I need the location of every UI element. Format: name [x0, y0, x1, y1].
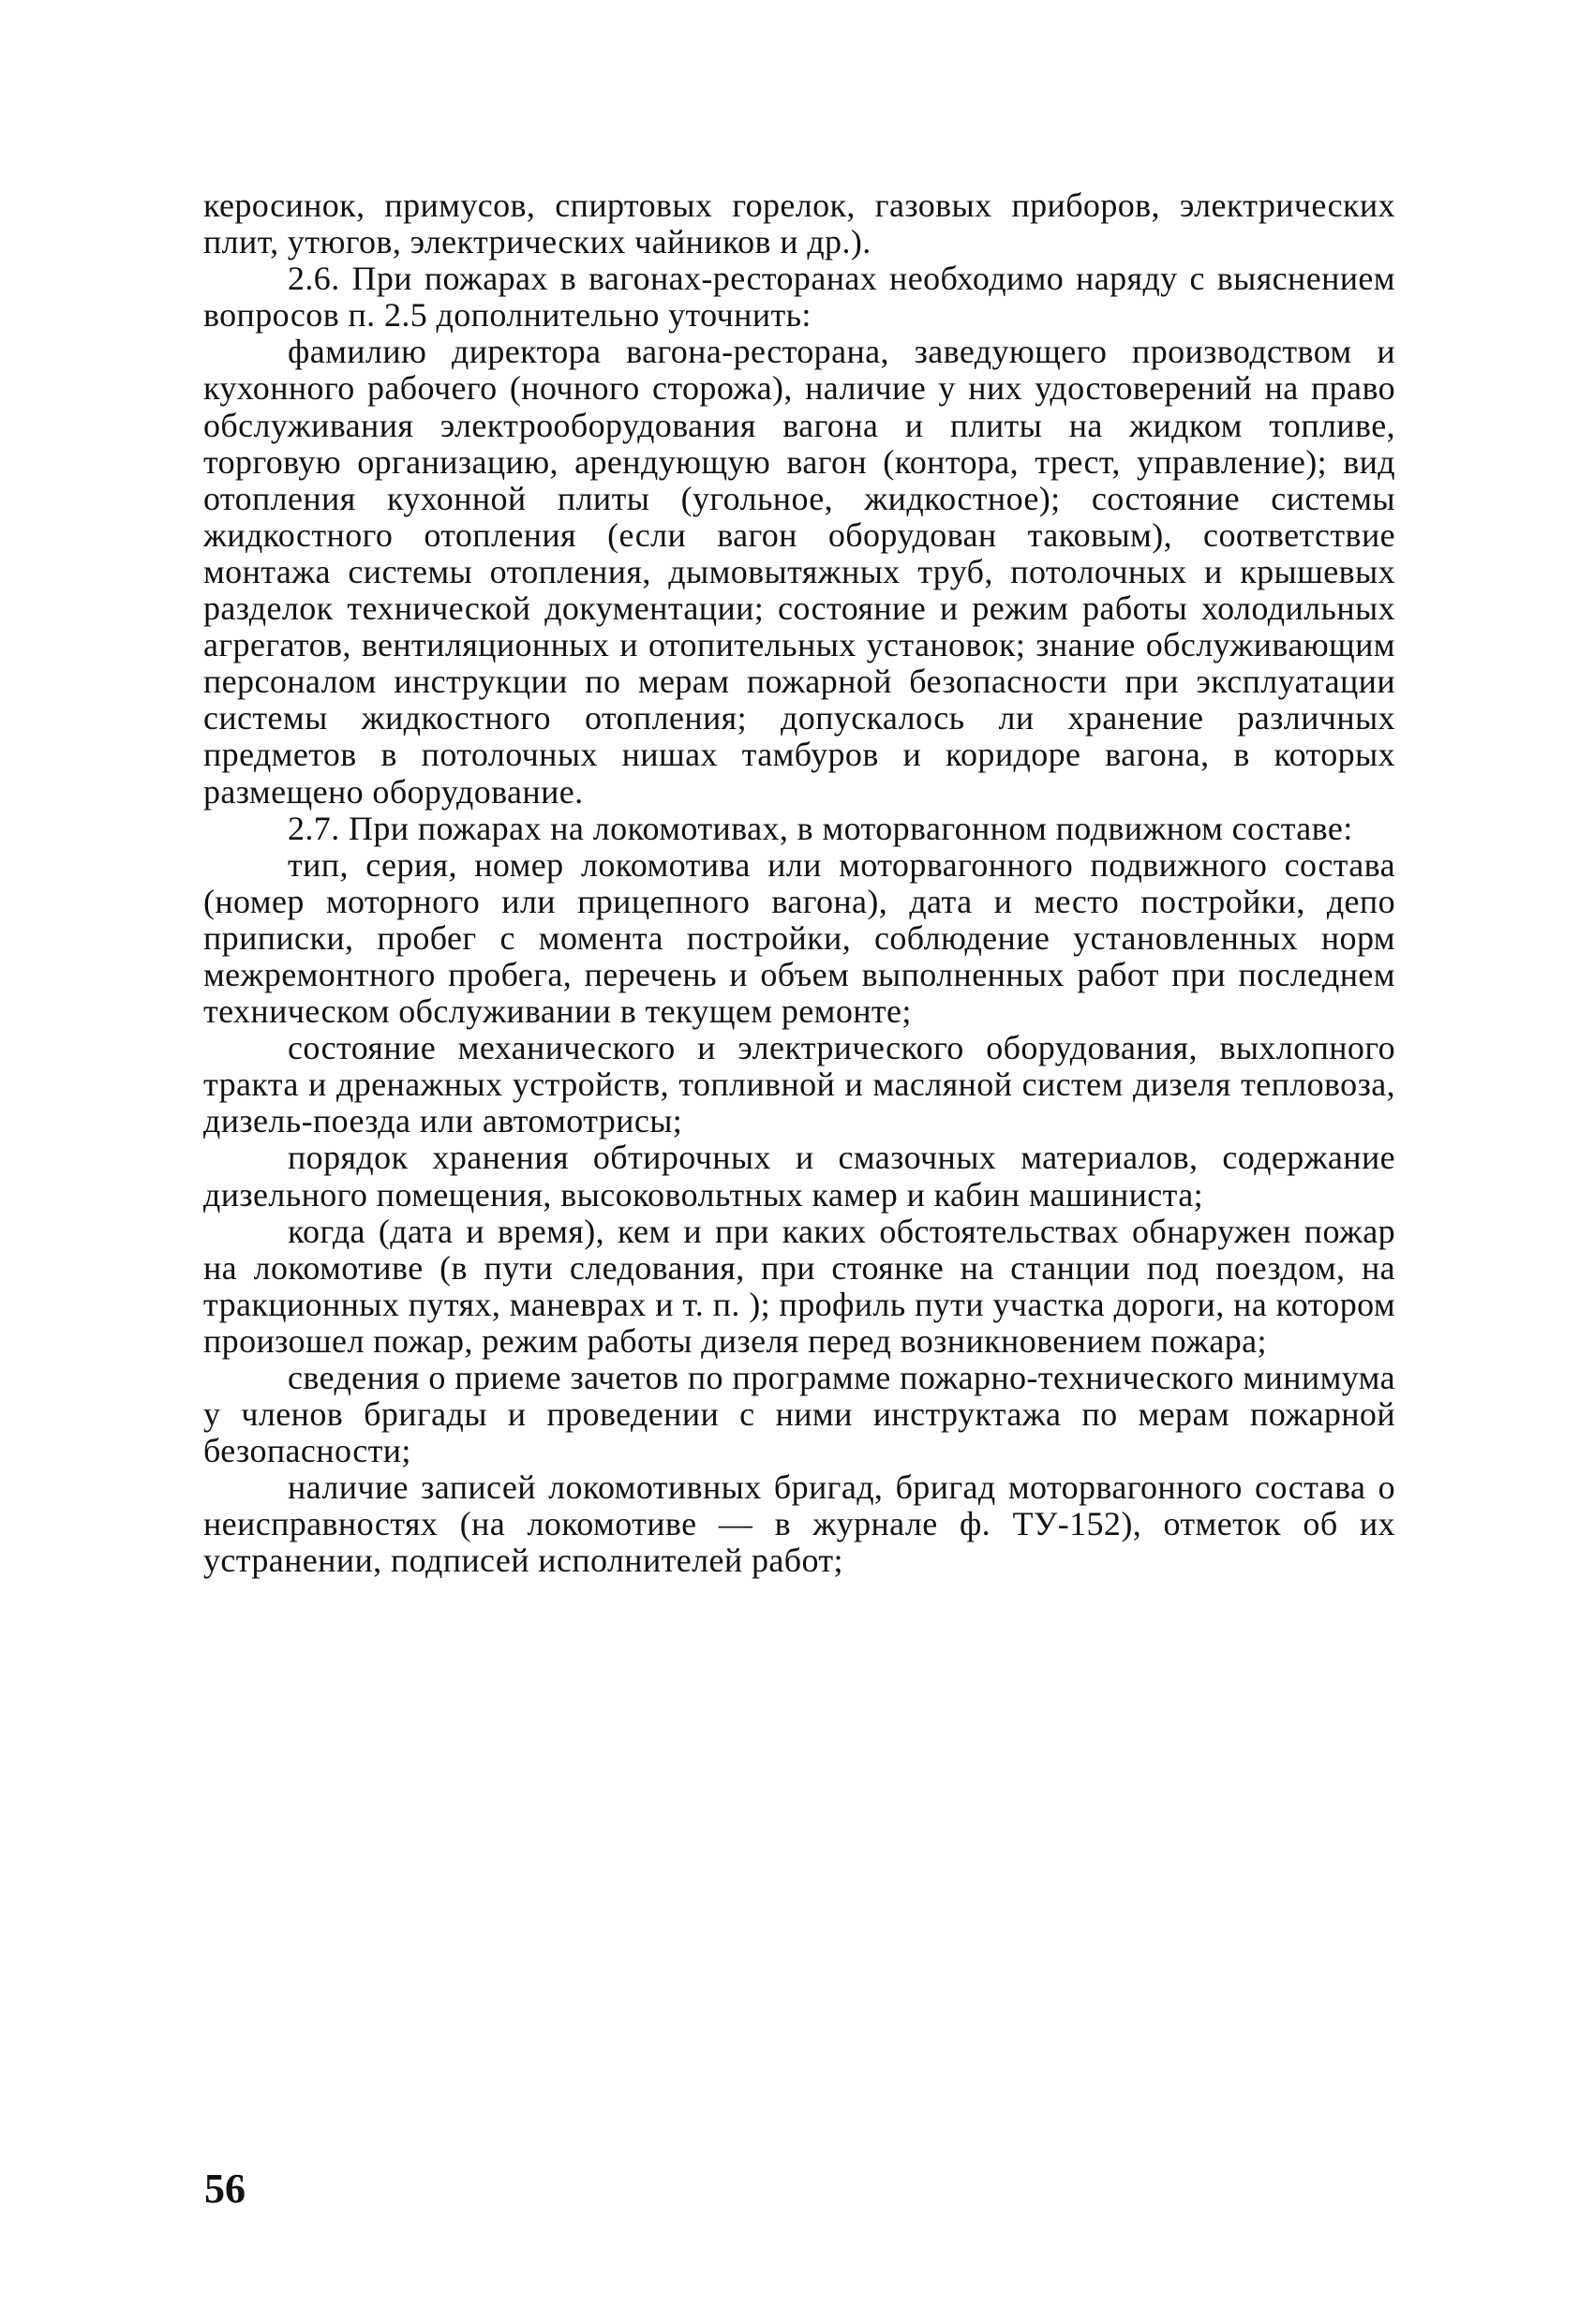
paragraph-locomotive-type: тип, серия, номер локомотива или моторвагонного подвижного состава (номер моторного или прицепного вагона), дата и место постройки, депо приписки, пробег с момента постройки, соблюдение установленных норм межремонтного пробега, перечень и объем выполненных работ при последнем техническом обслуживании в текущем ремонте; [203, 845, 1395, 1031]
paragraph-fire-discovery: когда (дата и время), кем и при каких обстоятельствах обнаружен пожар на локомотиве (в пути следования, при стоянке на станции под поездом, на тракционных путях, маневрах и т. п. ); профиль пути участка дороги, на котором произошел пожар, режим работы дизеля перед возникновением пожара; [203, 1212, 1395, 1360]
paragraph-equipment-state: состояние механического и электрического оборудования, выхлопного тракта и дренажных устройств, топливной и масляной систем дизеля тепловоза, дизель-поезда или автомотрисы; [203, 1029, 1395, 1140]
page-number: 56 [204, 2166, 246, 2212]
paragraph-restaurant-details: фамилию директора вагона-ресторана, заведующего производством и кухонного рабочего (ночного сторожа), наличие у них удостоверений на право обслуживания электрооборудования вагона и плиты на жидком топливе, торговую организацию, арендующую вагон (контора, трест, управление); вид отопления кухонной плиты (угольное, жидкостное); состояние системы жидкостного отопления (если вагон оборудован таковым), соответствие монтажа системы отопления, дымовытяжных труб, потолочных и крышевых разделок технической документации; состояние и режим работы холодильных агрегатов, вентиляционных и отопительных установок; знание обслуживающим персоналом инструкции по мерам пожарной безопасности при эксплуатации системы жидкостного отопления; допускалось ли хранение различных предметов в потолочных нишах тамбуров и коридоре вагона, в которых размещено оборудование. [203, 333, 1395, 811]
paragraph-records: наличие записей локомотивных бригад, бригад моторвагонного состава о неисправностях (на локомотиве — в журнале ф. ТУ-152), отметок об их устранении, подписей исполнителей работ; [203, 1468, 1395, 1580]
paragraph-storage-order: порядок хранения обтирочных и смазочных материалов, содержание дизельного помещения, высоковольтных камер и кабин машиниста; [203, 1139, 1395, 1214]
body-text [203, 187, 1395, 1580]
paragraph-2-6: 2.6. При пожарах в вагонах-ресторанах необходимо наряду с выяснением вопросов п. 2.5 дополнительно уточнить: [203, 260, 1395, 335]
paragraph-continuation: керосинок, примусов, спиртовых горелок, газовых приборов, электрических плит, утюгов, электрических чайников и др.). [203, 186, 1395, 261]
paragraph-2-7: 2.7. При пожарах на локомотивах, в моторвагонном подвижном составе: [288, 809, 1353, 847]
paragraph-training: сведения о приеме зачетов по программе пожарно-технического минимума у членов бригады и проведении с ними инструктажа по мерам пожарной безопасности; [203, 1359, 1395, 1470]
